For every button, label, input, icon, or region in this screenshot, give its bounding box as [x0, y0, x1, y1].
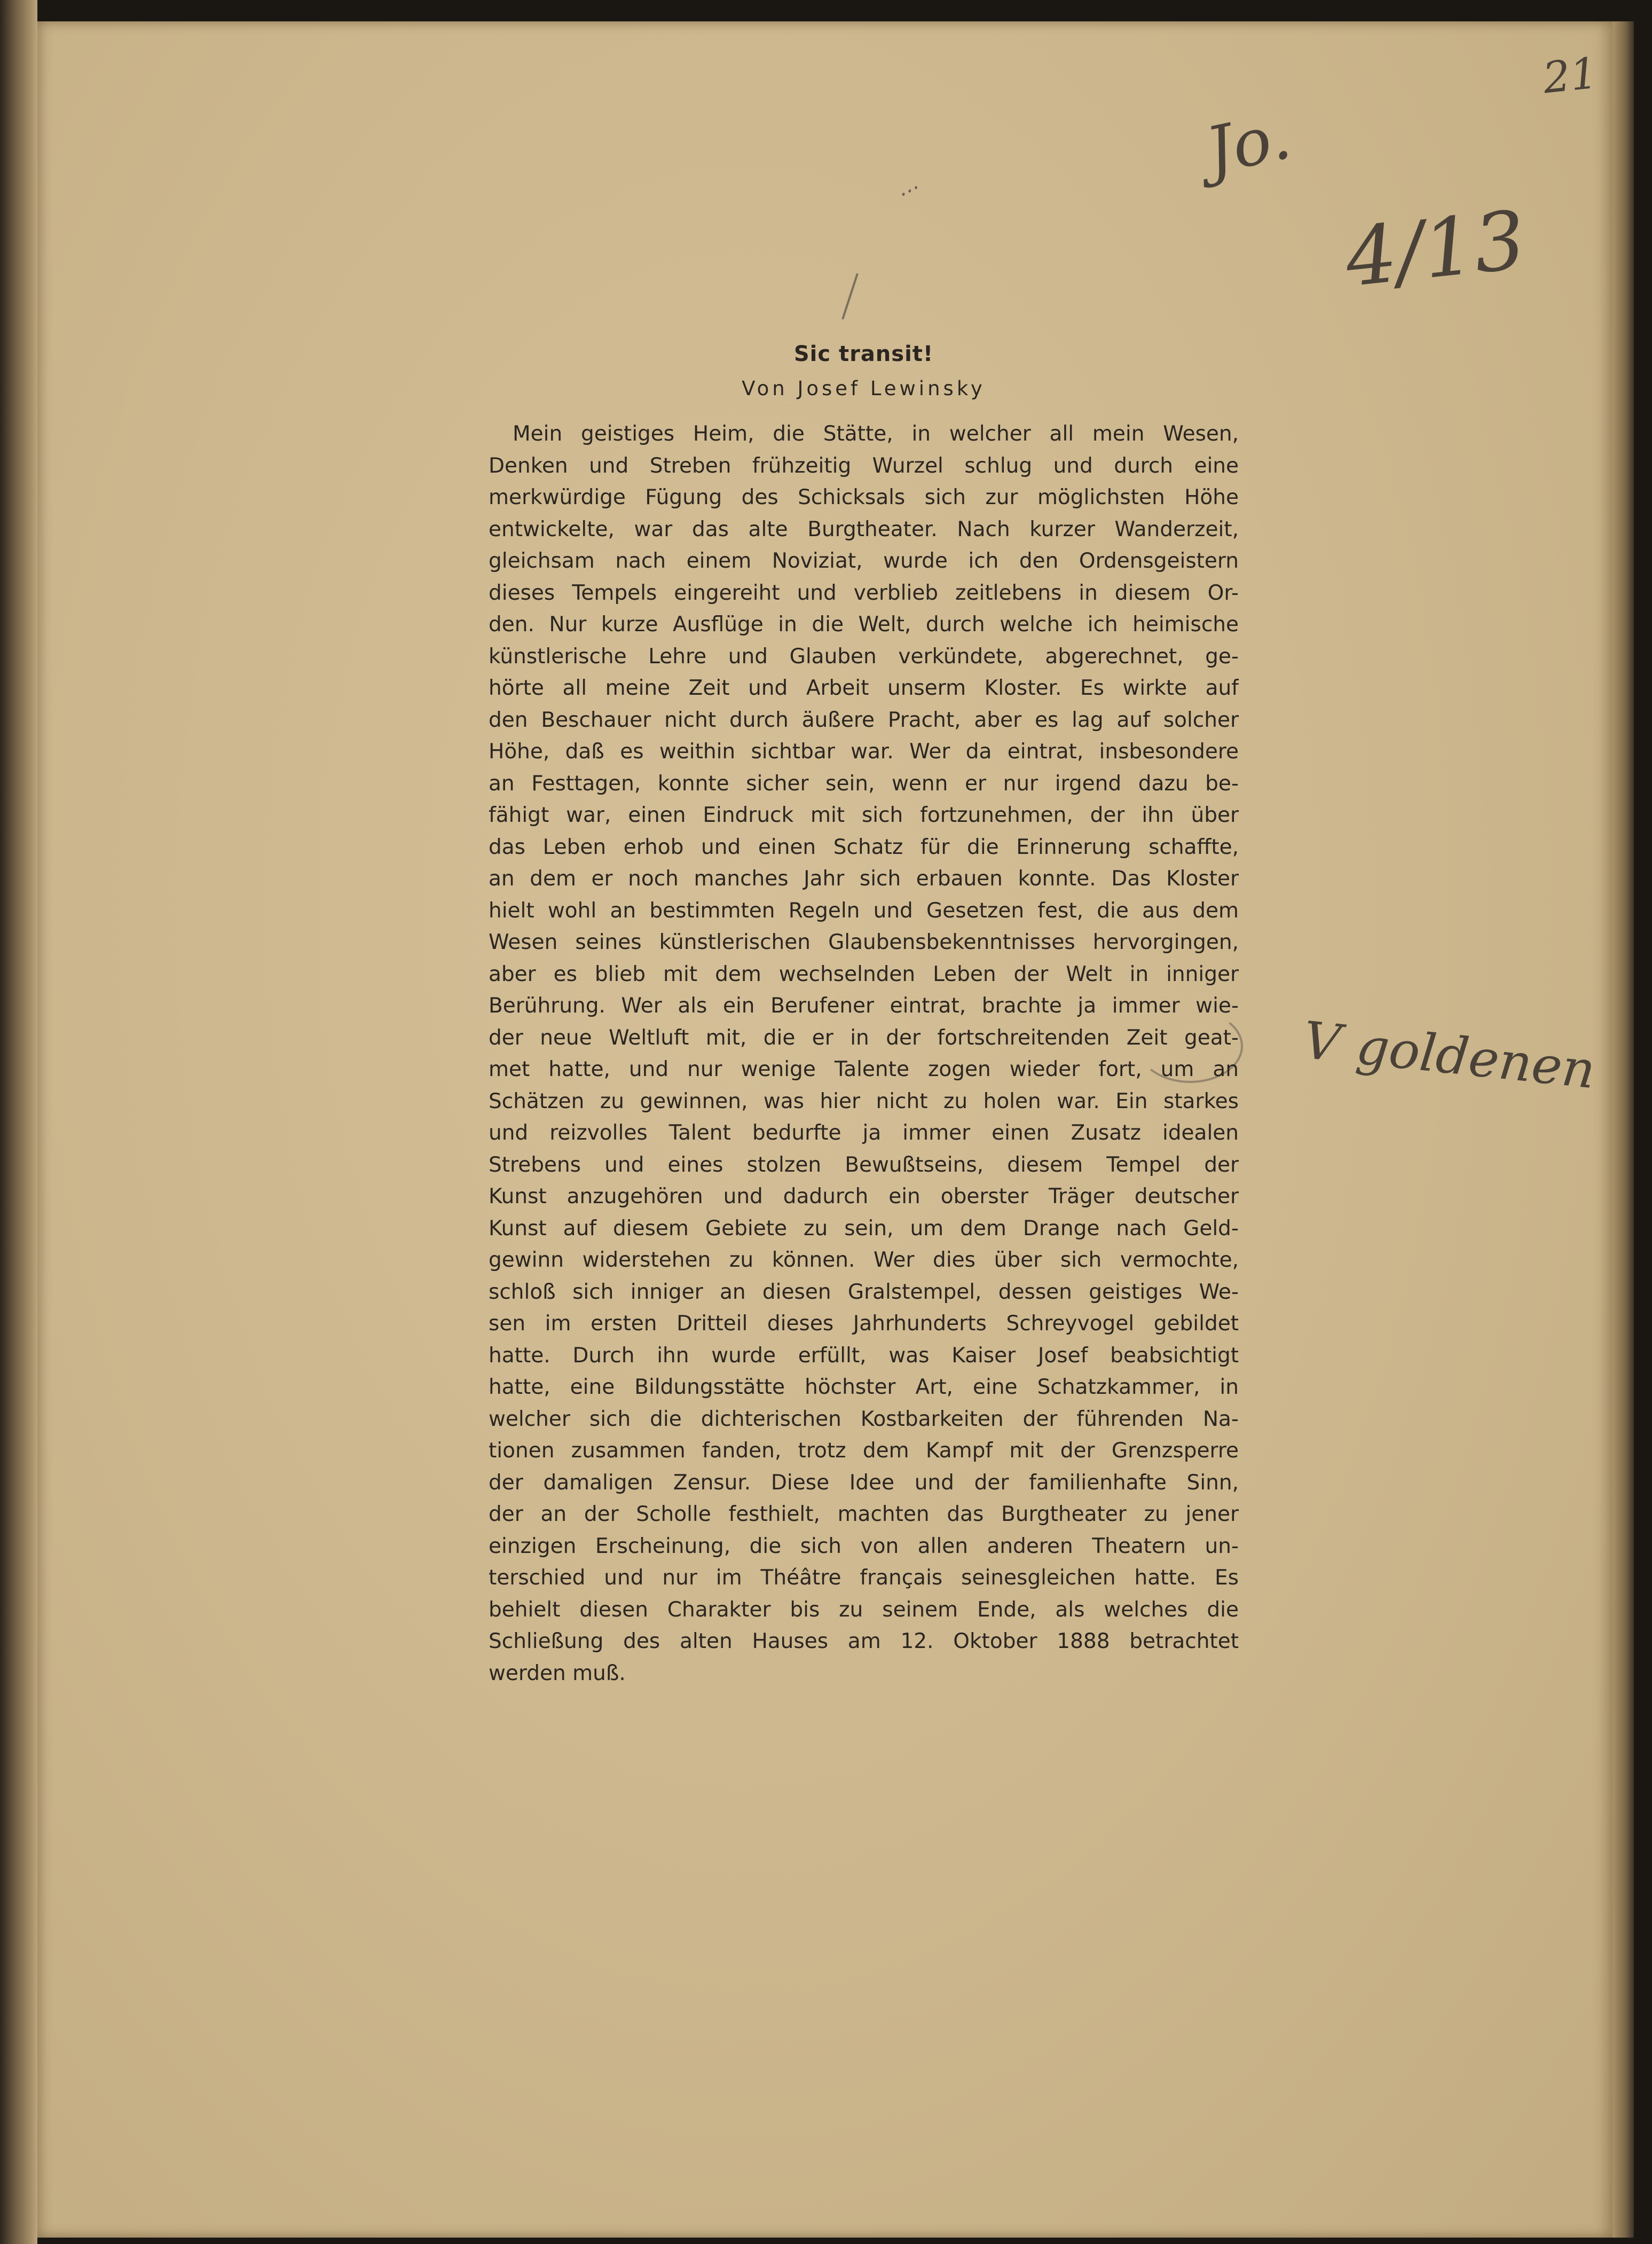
text-line: den. Nur kurze Ausflüge in die Welt, durch welche ich heimische [489, 613, 1239, 637]
text-line: behielt diesen Charakter bis zu seinem Ende, als welches die [489, 1597, 1239, 1622]
article-body [489, 418, 1239, 1689]
text-line: aber es blieb mit dem wechselnden Leben der Welt in inniger [489, 962, 1239, 986]
book-spine [0, 0, 37, 2244]
text-line: hatte, eine Bildungsstätte höchster Art, eine Schatzkammer, in [489, 1375, 1239, 1399]
pencil-note-top: … [892, 170, 923, 202]
text-line: terschied und nur im Théâtre français seinesgleichen hatte. Es [489, 1566, 1239, 1590]
text-line: Denken und Streben frühzeitig Wurzel schlug und durch eine [489, 453, 1239, 478]
handwritten-fraction: 4/13 [1341, 193, 1530, 305]
text-line: Mein geistiges Heim, die Stätte, in welcher all mein Wesen, [513, 422, 1239, 446]
article-title: Sic transit! [793, 342, 934, 366]
text-line: der neue Weltluft mit, die er in der fortschreitenden Zeit geat- [489, 1025, 1239, 1050]
text-line: welcher sich die dichterischen Kostbarkeiten der führenden Na- [489, 1407, 1239, 1431]
text-line: gleichsam nach einem Noviziat, wurde ich den Ordensgeistern [489, 549, 1239, 573]
text-line: an dem er noch manches Jahr sich erbauen konnte. Das Kloster [489, 867, 1239, 891]
text-line: hörte all meine Zeit und Arbeit unserm Kloster. Es wirkte auf [489, 676, 1239, 700]
text-line: und reizvolles Talent bedurfte ja immer einen Zusatz idealen [489, 1121, 1239, 1145]
text-line: entwickelte, war das alte Burgtheater. Nach kurzer Wanderzeit, [489, 517, 1239, 542]
article [489, 342, 1239, 1689]
text-line: an Festtagen, konnte sicher sein, wenn er nur irgend dazu be- [489, 771, 1239, 796]
text-line: den Beschauer nicht durch äußere Pracht, aber es lag auf solcher [489, 708, 1239, 732]
page-number-handwritten: 21 [1540, 48, 1600, 104]
text-line: gewinn widerstehen zu können. Wer dies über sich vermochte, [489, 1248, 1239, 1272]
text-line: merkwürdige Fügung des Schicksals sich zur möglichsten Höhe [489, 485, 1239, 509]
handwritten-initials: Jo. [1200, 99, 1297, 189]
text-line: Kunst auf diesem Gebiete zu sein, um dem Drange nach Geld- [489, 1216, 1239, 1241]
text-line: werden muß. [489, 1661, 626, 1685]
text-line: dieses Tempels eingereiht und verblieb zeitlebens in diesem Or- [489, 580, 1239, 605]
text-line: sen im ersten Dritteil dieses Jahrhunderts Schreyvogel gebildet [489, 1312, 1239, 1336]
text-line: Schließung des alten Hauses am 12. Oktober 1888 betrachtet [489, 1629, 1239, 1653]
text-line: der damaligen Zensur. Diese Idee und der familienhafte Sinn, [489, 1470, 1239, 1495]
text-line: Wesen seines künstlerischen Glaubensbekenntnisses hervorgingen, [489, 930, 1239, 954]
text-line: hatte. Durch ihn wurde erfüllt, was Kaiser Josef beabsichtigt [489, 1343, 1239, 1368]
text-line: das Leben erhob und einen Schatz für die Erinnerung schaffte, [489, 835, 1239, 859]
margin-correction-note: V goldenen [1300, 1010, 1598, 1101]
text-line: Berührung. Wer als ein Berufener eintrat, brachte ja immer wie- [489, 994, 1239, 1018]
text-line: einzigen Erscheinung, die sich von allen anderen Theatern un- [489, 1534, 1239, 1558]
text-line: tionen zusammen fanden, trotz dem Kampf mit der Grenzsperre [489, 1439, 1239, 1463]
text-line: hielt wohl an bestimmten Regeln und Gesetzen fest, die aus dem [489, 898, 1239, 923]
text-line: Schätzen zu gewinnen, was hier nicht zu holen war. Ein starkes [489, 1089, 1239, 1113]
text-line: met hatte, und nur wenige Talente zogen wieder fort, um an [489, 1057, 1239, 1081]
text-line: schloß sich inniger an diesen Gralstempel, dessen geistiges We- [489, 1280, 1239, 1304]
text-line: der an der Scholle festhielt, machten das Burgtheater zu jener [489, 1502, 1239, 1526]
text-line: Kunst anzugehören und dadurch ein oberster Träger deutscher [489, 1184, 1239, 1209]
text-line: Höhe, daß es weithin sichtbar war. Wer da eintrat, insbesondere [489, 740, 1239, 764]
text-line: fähigt war, einen Eindruck mit sich fortzunehmen, der ihn über [489, 803, 1239, 827]
article-byline: Von Josef Lewinsky [742, 377, 986, 400]
page-edge [1612, 21, 1634, 2238]
text-line: künstlerische Lehre und Glauben verkündete, abgerechnet, ge- [489, 644, 1239, 669]
text-line: Strebens und eines stolzen Bewußtseins, diesem Tempel der [489, 1152, 1239, 1177]
